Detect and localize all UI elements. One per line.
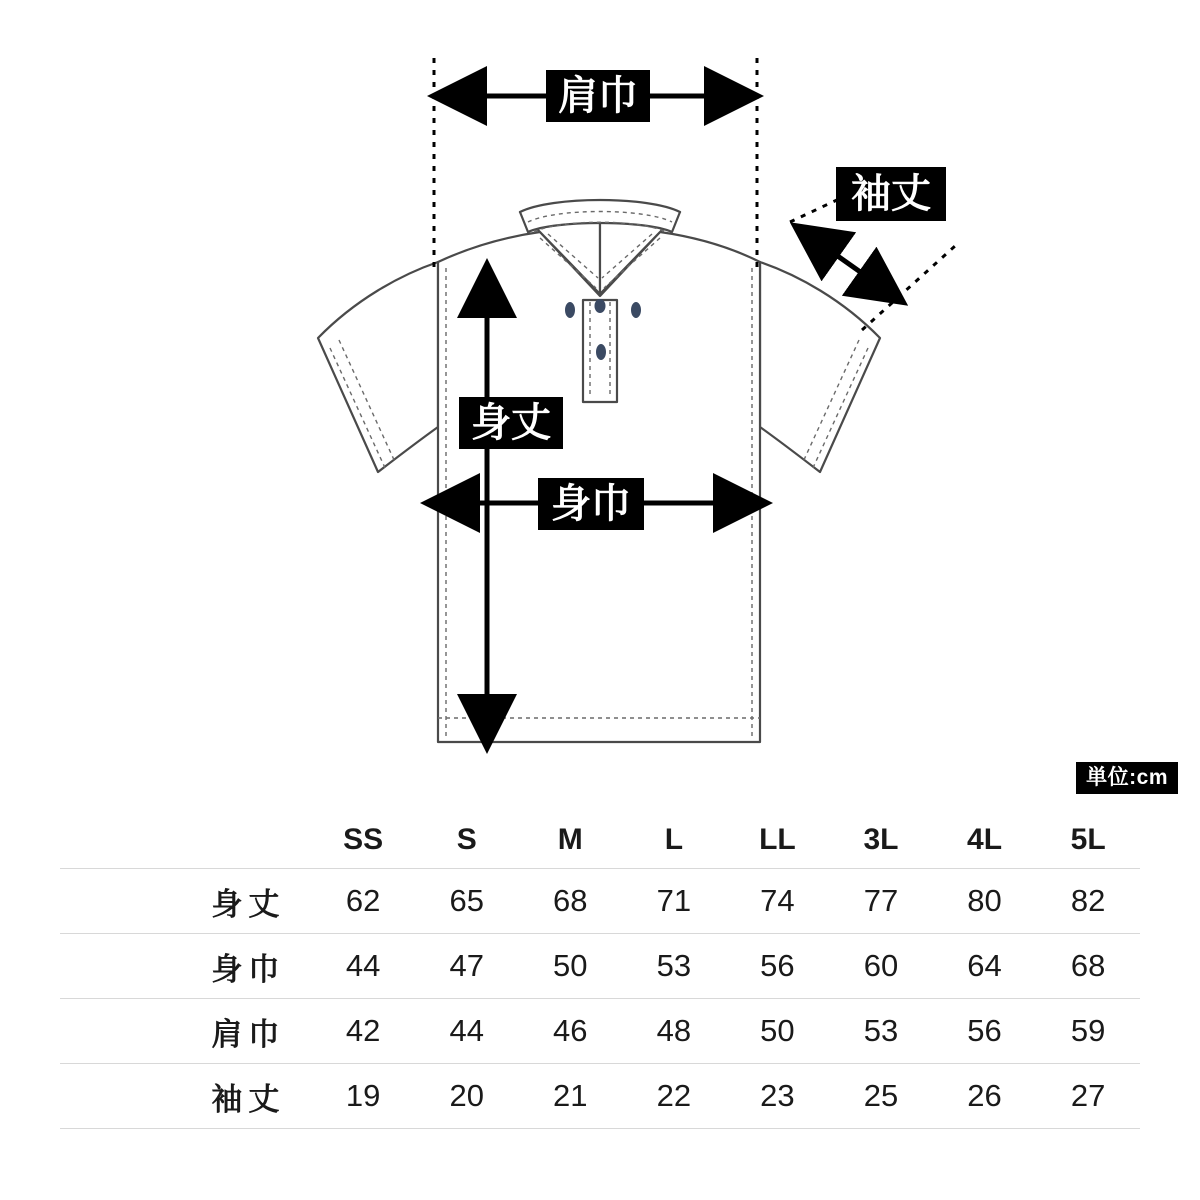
cell-body-width-ss: 44 <box>345 948 381 983</box>
cell-body-length-3l: 77 <box>863 883 899 918</box>
cell-sleeve-length-m: 21 <box>553 1078 588 1113</box>
cell-body-width-3l: 60 <box>863 948 899 983</box>
label-body-width <box>538 478 644 530</box>
cell-body-length-5l: 82 <box>1070 883 1106 918</box>
cell-sleeve-length-3l: 25 <box>863 1078 899 1113</box>
svg-text:身丈: 身丈 <box>471 401 551 445</box>
label-body-length <box>459 397 563 449</box>
label-shoulder-width <box>546 70 650 122</box>
cell-shoulder-width-ss: 42 <box>345 1013 381 1048</box>
size-header-l: L <box>664 823 684 856</box>
table-header-row <box>60 812 1140 869</box>
cell-shoulder-width-4l: 56 <box>967 1013 1002 1048</box>
cell-sleeve-length-5l: 27 <box>1070 1078 1106 1113</box>
table-row <box>60 869 1140 934</box>
table-row <box>60 999 1140 1064</box>
size-header-s: S <box>456 823 477 856</box>
cell-shoulder-width-l: 48 <box>656 1013 692 1048</box>
svg-text:肩巾: 肩巾 <box>558 74 638 118</box>
cell-sleeve-length-l: 22 <box>656 1078 692 1113</box>
size-header-4l: 4L <box>967 823 1003 856</box>
cell-sleeve-length-s: 20 <box>449 1078 484 1113</box>
cell-sleeve-length-ss: 19 <box>345 1078 381 1113</box>
label-sleeve-length <box>836 167 946 221</box>
cell-shoulder-width-3l: 53 <box>863 1013 899 1048</box>
size-table-container <box>60 812 1140 1129</box>
polo-shirt-illustration <box>318 200 880 742</box>
row-label-body-length: 身丈 <box>211 886 286 922</box>
cell-body-length-4l: 80 <box>967 883 1002 918</box>
row-label-body-width: 身巾 <box>211 951 286 987</box>
row-label-shoulder-width: 肩巾 <box>211 1016 286 1052</box>
size-header-m: M <box>557 823 583 856</box>
cell-shoulder-width-ll: 50 <box>760 1013 795 1048</box>
cell-shoulder-width-s: 44 <box>449 1013 484 1048</box>
cell-body-length-l: 71 <box>656 883 692 918</box>
size-header-3l: 3L <box>863 823 899 856</box>
cell-body-width-4l: 64 <box>967 948 1002 983</box>
size-header-ss: SS <box>343 823 384 856</box>
cell-shoulder-width-m: 46 <box>553 1013 588 1048</box>
svg-text:身巾: 身巾 <box>551 482 631 526</box>
table-row <box>60 934 1140 999</box>
svg-text:袖丈: 袖丈 <box>851 172 931 216</box>
size-table <box>60 812 1140 1129</box>
cell-body-width-5l: 68 <box>1070 948 1106 983</box>
cell-body-width-l: 53 <box>656 948 692 983</box>
table-corner-cell <box>60 812 311 869</box>
size-header-5l: 5L <box>1070 823 1106 856</box>
row-label-sleeve-length: 袖丈 <box>211 1081 286 1117</box>
cell-body-length-ll: 74 <box>760 883 795 918</box>
cell-body-length-m: 68 <box>553 883 588 918</box>
cell-body-width-ll: 56 <box>760 948 795 983</box>
cell-body-width-m: 50 <box>553 948 588 983</box>
cell-sleeve-length-ll: 23 <box>760 1078 795 1113</box>
unit-badge: 単位:cm <box>1076 762 1178 794</box>
cell-sleeve-length-4l: 26 <box>967 1078 1002 1113</box>
table-row <box>60 1064 1140 1129</box>
cell-shoulder-width-5l: 59 <box>1070 1013 1106 1048</box>
cell-body-length-s: 65 <box>449 883 484 918</box>
cell-body-length-ss: 62 <box>345 883 381 918</box>
size-header-ll: LL <box>759 823 796 856</box>
cell-body-width-s: 47 <box>449 948 484 983</box>
